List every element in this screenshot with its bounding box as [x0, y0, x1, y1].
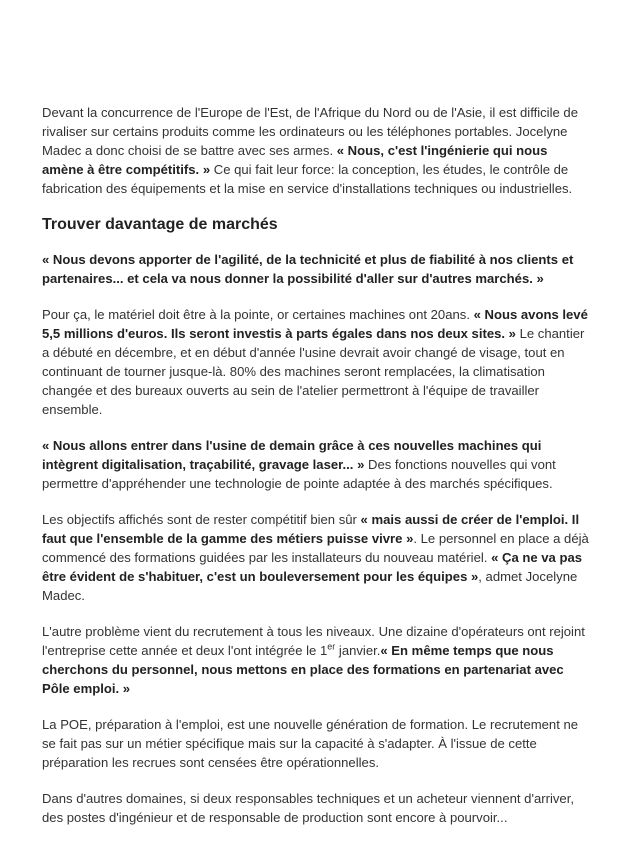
text: . Le personnel en place a déjà commencé des formations guidées par les installateurs du nouveau matériel. [42, 531, 589, 565]
text: Dans d'autres domaines, si deux responsables techniques et un acheteur viennent d'arriver, des postes d'ingénieur et de responsable de production sont encore à pourvoir... [42, 791, 574, 825]
article-body [42, 103, 590, 844]
paragraph-quote-agility [42, 250, 590, 288]
text: Les objectifs affichés sont de rester compétitif bien sûr [42, 512, 361, 527]
paragraph-objectives [42, 510, 590, 605]
paragraph-recruitment [42, 622, 590, 698]
paragraph-investment [42, 305, 590, 419]
text: , admet Jocelyne Madec. [42, 569, 578, 603]
quote: « Nous devons apporter de l'agilité, de la technicité et plus de fiabilité à nos clients et partenaires... et cela va nous donner la possibilité d'aller sur d'autres marchés. » [42, 252, 574, 286]
quote: « Ça ne va pas être évident de s'habituer, c'est un bouleversement pour les équipes » [42, 550, 583, 584]
text: Devant la concurrence de l'Europe de l'Est, de l'Afrique du Nord ou de l'Asie, il est difficile de rivaliser sur certains produits comme les ordinateurs ou les téléphones portables. Jocelyne Madec a donc choisi de se battre avec ses armes. [42, 105, 578, 158]
text: Pour ça, le matériel doit être à la pointe, or certaines machines ont 20ans. [42, 307, 474, 322]
quote: « Nous allons entrer dans l'usine de demain grâce à ces nouvelles machines qui intègrent digitalisation, traçabilité, gravage laser... » [42, 438, 542, 472]
superscript: er [327, 641, 336, 652]
quote: « Nous, c'est l'ingénierie qui nous amène à être compétitifs. » [42, 143, 548, 177]
paragraph-open-positions [42, 789, 590, 827]
text: Des fonctions nouvelles qui vont permettre d'appréhender une technologie de pointe adaptée à des marchés spécifiques. [42, 457, 556, 491]
text: L'autre problème vient du recrutement à tous les niveaux. Une dizaine d'opérateurs ont rejoint l'entreprise cette année et deux l'ont intégrée le 1 [42, 624, 585, 658]
text: Ce qui fait leur force: la conception, les études, le contrôle de fabrication des équipements et la mise en service d'installations techniques ou industrielles. [42, 162, 573, 196]
text: Le chantier a débuté en décembre, et en début d'année l'usine devrait avoir changé de visage, tout en continuant de tourner jusque-là. 80% des machines seront remplacées, la climatisation changée et des bureaux ouverts au sein de l'atelier permettront à l'équipe de travailler ensemble. [42, 326, 585, 417]
paragraph-poe [42, 715, 590, 772]
paragraph-intro [42, 103, 590, 198]
text: janvier. [335, 643, 381, 658]
quote: « mais aussi de créer de l'emploi. Il faut que l'ensemble de la gamme des métiers puisse vivre » [42, 512, 580, 546]
quote: « En même temps que nous cherchons du personnel, nous mettons en place des formations en partenariat avec Pôle emploi. » [42, 643, 564, 696]
paragraph-factory-future [42, 436, 590, 493]
section-heading: Trouver davantage de marchés [42, 216, 278, 233]
quote: « Nous avons levé 5,5 millions d'euros. Ils seront investis à parts égales dans nos deux sites. » [42, 307, 588, 341]
text: La POE, préparation à l'emploi, est une nouvelle génération de formation. Le recrutement ne se fait pas sur un métier spécifique mais sur la capacité à s'adapter. À l'issue de cette préparation les recrues sont censées être opérationnelles. [42, 717, 579, 770]
